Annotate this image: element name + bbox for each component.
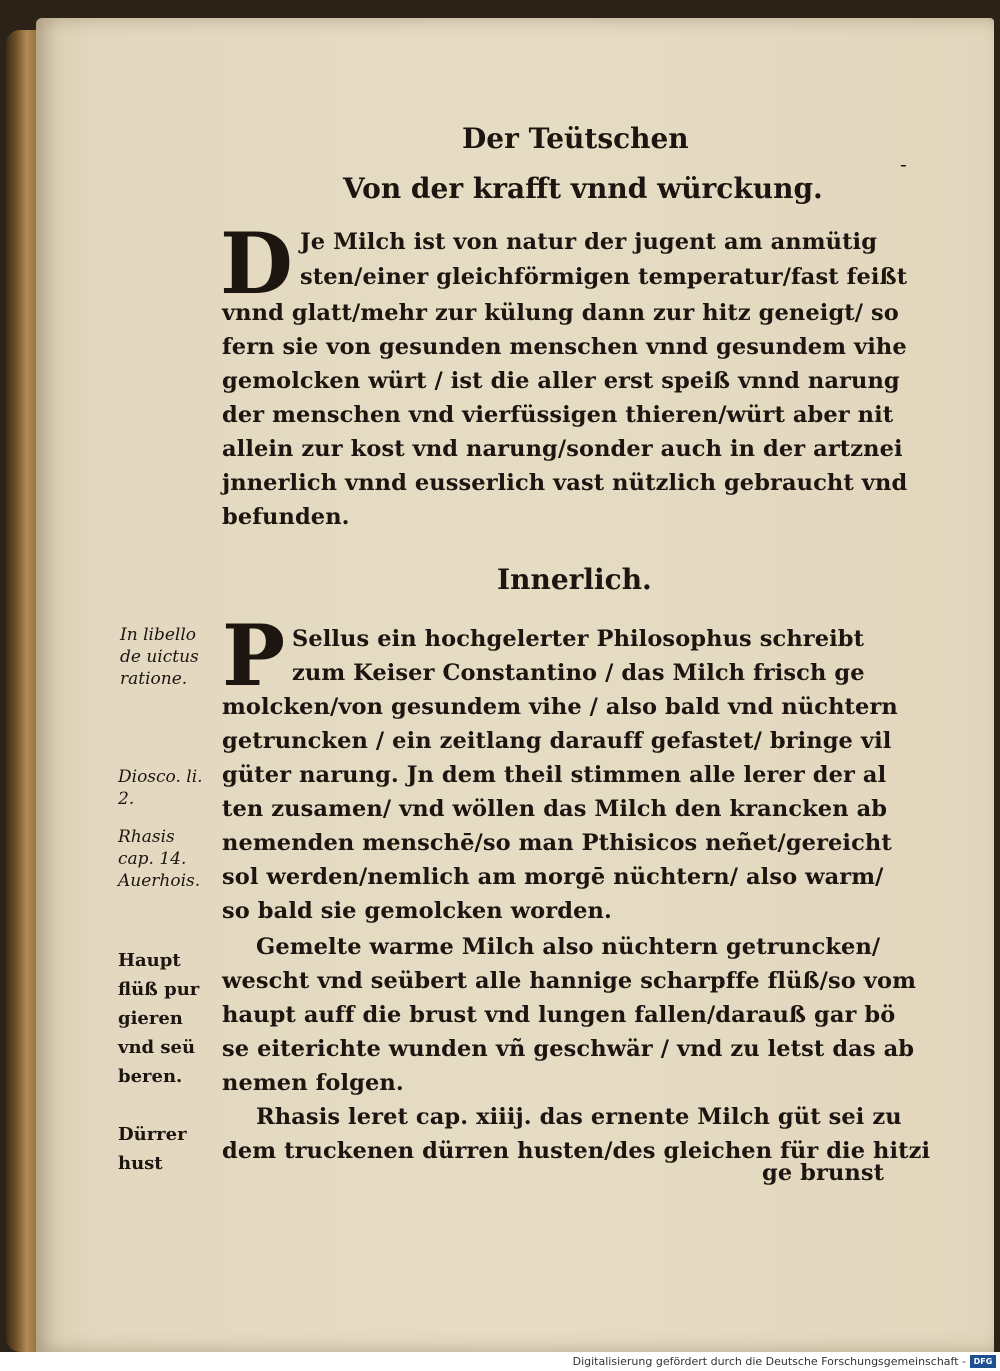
- margin-note-line: In libello: [120, 625, 196, 645]
- drop-cap-d: D: [220, 214, 293, 313]
- section-title: Von der krafft vnnd würckung.: [343, 172, 823, 205]
- p1-line-4: fern sie von gesunden menschen vnnd gesundem vihe: [222, 334, 907, 360]
- p2-line-2: zum Keiser Constantino / das Milch frisch ge: [292, 660, 865, 686]
- p2-line-5: güter narung. Jn dem theil stimmen alle lerer der al: [222, 762, 887, 788]
- p3-line-5: nemen folgen.: [222, 1070, 404, 1096]
- margin-note-line: Dürrer: [118, 1124, 187, 1145]
- p1-line-1: Je Milch ist von natur der jugent am anmütig: [300, 229, 878, 255]
- p2-line-9: so bald sie gemolcken worden.: [222, 898, 612, 924]
- margin-note-line: Rhasis: [118, 827, 175, 847]
- margin-note-line: ratione.: [120, 669, 188, 689]
- subheading: Innerlich.: [497, 563, 652, 596]
- p1-line-9: befunden.: [222, 504, 350, 530]
- p2-line-6: ten zusamen/ vnd wöllen das Milch den krancken ab: [222, 796, 888, 822]
- margin-note-haupt: [118, 946, 199, 1091]
- p2-line-4: getruncken / ein zeitlang darauff gefastet/ bringe vil: [222, 728, 892, 754]
- margin-note-libello: [120, 624, 199, 690]
- margin-note-rhasis: [118, 826, 200, 892]
- p1-line-7: allein zur kost vnd narung/sonder auch in der artznei: [222, 436, 903, 462]
- p2-line-7: nemenden menschē/so man Pthisicos neñet/gereicht: [222, 830, 892, 856]
- p3-line-1: Gemelte warme Milch also nüchtern getruncken/: [256, 934, 881, 960]
- margin-note-line: beren.: [118, 1066, 183, 1087]
- p1-line-5: gemolcken würt / ist die aller erst speiß vnnd narung: [222, 368, 900, 394]
- dfg-logo: DFG: [970, 1355, 996, 1368]
- p1-line-2: sten/einer gleichförmigen temperatur/fast feißt: [300, 264, 908, 290]
- book-spine-edge: [6, 30, 40, 1352]
- p3-line-4: se eiterichte wunden vñ geschwär / vnd zu letst das ab: [222, 1036, 915, 1062]
- margin-note-line: Auerhois.: [118, 871, 201, 891]
- p1-line-3: vnnd glatt/mehr zur külung dann zur hitz geneigt/ so: [222, 300, 899, 326]
- p1-line-8: jnnerlich vnnd eusserlich vast nützlich gebraucht vnd: [222, 470, 908, 496]
- margin-note-line: Diosco. li.: [118, 767, 203, 787]
- p4-line-2: dem truckenen dürren husten/des gleichen für die hitzi: [222, 1138, 931, 1164]
- catchword: ge brunst: [762, 1160, 885, 1186]
- margin-note-durrer: [118, 1120, 187, 1178]
- corner-mark: -: [900, 152, 907, 176]
- p3-line-2: wescht vnd seübert alle hannige scharpffe flüß/so vom: [222, 968, 916, 994]
- p2-line-1: Sellus ein hochgelerter Philosophus schreibt: [292, 626, 865, 652]
- margin-note-line: cap. 14.: [118, 849, 187, 869]
- margin-note-line: flüß pur: [118, 979, 200, 1000]
- p2-line-8: sol werden/nemlich am morgē nüchtern/ also warm/: [222, 864, 884, 890]
- margin-note-line: Haupt: [118, 950, 181, 971]
- margin-note-line: de uictus: [120, 647, 199, 667]
- margin-note-line: hust: [118, 1153, 163, 1174]
- margin-note-line: 2.: [118, 789, 135, 809]
- footer-bar: [0, 1352, 1000, 1371]
- p2-line-3: molcken/von gesundem vihe / also bald vnd nüchtern: [222, 694, 898, 720]
- margin-note-line: vnd seü: [118, 1037, 196, 1058]
- p3-line-3: haupt auff die brust vnd lungen fallen/darauß gar bö: [222, 1002, 896, 1028]
- margin-note-line: gieren: [118, 1008, 183, 1029]
- footer-credit: Digitalisierung gefördert durch die Deutsche Forschungsgemeinschaft -: [572, 1355, 966, 1368]
- p4-line-1: Rhasis leret cap. xiiij. das ernente Milch güt sei zu: [256, 1104, 902, 1130]
- running-title: Der Teütschen: [462, 122, 689, 155]
- margin-note-diosco: [118, 766, 203, 810]
- drop-cap-p: P: [222, 606, 286, 705]
- p1-line-6: der menschen vnd vierfüssigen thieren/würt aber nit: [222, 402, 894, 428]
